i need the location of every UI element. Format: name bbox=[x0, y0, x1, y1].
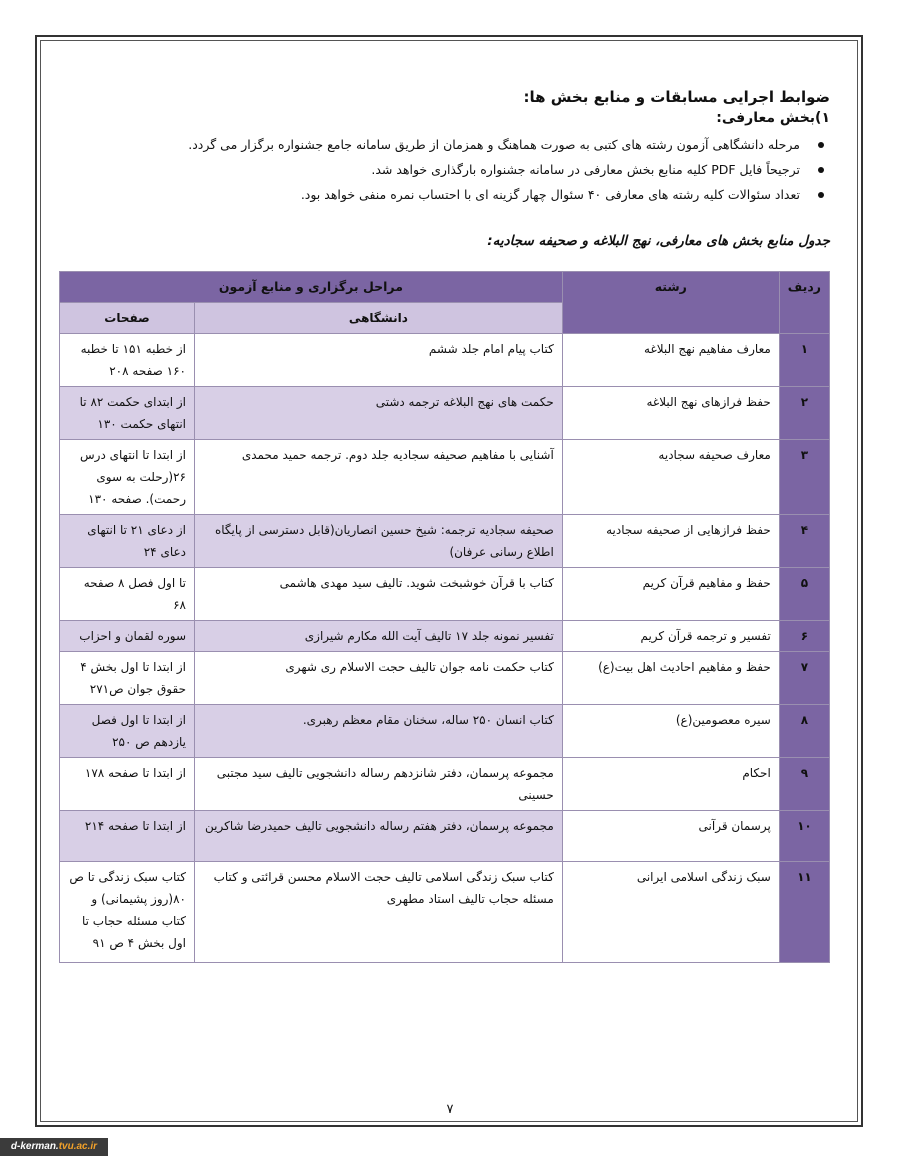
sources-table bbox=[59, 271, 830, 963]
row-number: ۹ bbox=[779, 758, 829, 811]
row-reshte: حفظ و مفاهیم احادیث اهل بیت(ع) bbox=[562, 652, 779, 705]
table-row bbox=[60, 515, 830, 568]
row-source: کتاب انسان ۲۵۰ ساله، سخنان مقام معظم رهبری. bbox=[195, 705, 563, 758]
section-heading: ضوابط اجرایی مسابقات و منابع بخش ها: bbox=[523, 88, 830, 106]
row-pages: کتاب سبک زندگی تا ص ۸۰(روز پشیمانی) و کتاب مسئله حجاب تا اول بخش ۴ ص ۹۱ bbox=[60, 862, 195, 963]
list-item: تعداد سئوالات کلیه رشته های معارفی ۴۰ سئوال چهار گزینه ای با احتساب نمره منفی خواهد بود. bbox=[55, 182, 808, 207]
bullet-icon bbox=[818, 142, 824, 148]
site-footer-badge[interactable] bbox=[0, 1138, 108, 1156]
row-pages: از دعای ۲۱ تا انتهای دعای ۲۴ bbox=[60, 515, 195, 568]
table-row bbox=[60, 811, 830, 862]
row-pages: تا اول فصل ۸ صفحه ۶۸ bbox=[60, 568, 195, 621]
row-number: ۴ bbox=[779, 515, 829, 568]
row-number: ۵ bbox=[779, 568, 829, 621]
bullet-icon bbox=[818, 167, 824, 173]
table-row bbox=[60, 621, 830, 652]
table-row bbox=[60, 862, 830, 963]
row-pages: از ابتدای حکمت ۸۲ تا انتهای حکمت ۱۳۰ bbox=[60, 387, 195, 440]
header-stages: مراحل برگزاری و منابع آزمون bbox=[60, 272, 563, 303]
rules-list bbox=[55, 132, 830, 207]
table-row bbox=[60, 334, 830, 387]
header-reshte: رشته bbox=[562, 272, 779, 334]
header-pages: صفحات bbox=[60, 303, 195, 334]
row-number: ۳ bbox=[779, 440, 829, 515]
row-reshte: حفظ فرازهای نهج البلاغه bbox=[562, 387, 779, 440]
row-number: ۲ bbox=[779, 387, 829, 440]
row-pages: از ابتدا تا صفحه ۱۷۸ bbox=[60, 758, 195, 811]
table-row bbox=[60, 705, 830, 758]
row-reshte: معارف صحیفه سجادیه bbox=[562, 440, 779, 515]
row-number: ۷ bbox=[779, 652, 829, 705]
list-item: مرحله دانشگاهی آزمون رشته های کتبی به صورت هماهنگ و همزمان از طریق سامانه جامع جشنواره برگزار می گردد. bbox=[55, 132, 808, 157]
row-number: ۱۰ bbox=[779, 811, 829, 862]
row-pages: از ابتدا تا اول بخش ۴ حقوق جوان ص۲۷۱ bbox=[60, 652, 195, 705]
row-source: تفسیر نمونه جلد ۱۷ تالیف آیت الله مکارم شیرازی bbox=[195, 621, 563, 652]
row-source: صحیفه سجادیه ترجمه: شیخ حسین انصاریان(قابل دسترسی از پایگاه اطلاع رسانی عرفان) bbox=[195, 515, 563, 568]
table-row bbox=[60, 652, 830, 705]
row-source: کتاب سبک زندگی اسلامی تالیف حجت الاسلام محسن قرائتی و کتاب مسئله حجاب تالیف استاد مطهری bbox=[195, 862, 563, 963]
document-content bbox=[55, 80, 830, 963]
row-source: آشنایی با مفاهیم صحیفه سجادیه جلد دوم. ترجمه حمید محمدی bbox=[195, 440, 563, 515]
row-source: مجموعه پرسمان، دفتر هفتم رساله دانشجویی تالیف حمیدرضا شاکرین bbox=[195, 811, 563, 862]
bullet-icon bbox=[818, 192, 824, 198]
header-university: دانشگاهی bbox=[195, 303, 563, 334]
page-number: ۷ bbox=[446, 1102, 454, 1117]
row-number: ۱۱ bbox=[779, 862, 829, 963]
row-reshte: سبک زندگی اسلامی ایرانی bbox=[562, 862, 779, 963]
table-row bbox=[60, 387, 830, 440]
table-row bbox=[60, 758, 830, 811]
row-source: کتاب با قرآن خوشبخت شوید. تالیف سید مهدی هاشمی bbox=[195, 568, 563, 621]
list-item: ترجیحاً فایل PDF کلیه منابع بخش معارفی در سامانه جشنواره بارگذاری خواهد شد. bbox=[55, 157, 808, 182]
row-pages: از ابتدا تا صفحه ۲۱۴ bbox=[60, 811, 195, 862]
row-pages: از ابتدا تا اول فصل یازدهم ص ۲۵۰ bbox=[60, 705, 195, 758]
table-title: جدول منابع بخش های معارفی، نهج البلاغه و صحیفه سجادیه: bbox=[487, 233, 830, 249]
footer-domain-prefix: d-kerman. bbox=[10, 1141, 59, 1152]
row-source: کتاب پیام امام جلد ششم bbox=[195, 334, 563, 387]
row-reshte: حفظ فرازهایی از صحیفه سجادیه bbox=[562, 515, 779, 568]
table-row bbox=[60, 568, 830, 621]
row-number: ۱ bbox=[779, 334, 829, 387]
section-subheading: ۱)بخش معارفی: bbox=[716, 110, 830, 126]
table-row bbox=[60, 440, 830, 515]
row-reshte: احکام bbox=[562, 758, 779, 811]
row-reshte: حفظ و مفاهیم قرآن کریم bbox=[562, 568, 779, 621]
row-source: حکمت های نهج البلاغه ترجمه دشتی bbox=[195, 387, 563, 440]
row-reshte: تفسیر و ترجمه قرآن کریم bbox=[562, 621, 779, 652]
row-pages: از ابتدا تا انتهای درس ۲۶(رحلت به سوی رحمت). صفحه ۱۳۰ bbox=[60, 440, 195, 515]
footer-domain-accent: tvu.ac.ir bbox=[58, 1141, 98, 1152]
row-reshte: پرسمان قرآنی bbox=[562, 811, 779, 862]
row-reshte: سیره معصومین(ع) bbox=[562, 705, 779, 758]
row-number: ۶ bbox=[779, 621, 829, 652]
row-source: کتاب حکمت نامه جوان تالیف حجت الاسلام ری شهری bbox=[195, 652, 563, 705]
row-pages: سوره لقمان و احزاب bbox=[60, 621, 195, 652]
row-number: ۸ bbox=[779, 705, 829, 758]
row-source: مجموعه پرسمان، دفتر شانزدهم رساله دانشجویی تالیف سید مجتبی حسینی bbox=[195, 758, 563, 811]
row-reshte: معارف مفاهیم نهج البلاغه bbox=[562, 334, 779, 387]
row-pages: از خطبه ۱۵۱ تا خطبه ۱۶۰ صفحه ۲۰۸ bbox=[60, 334, 195, 387]
header-radif: ردیف bbox=[779, 272, 829, 334]
